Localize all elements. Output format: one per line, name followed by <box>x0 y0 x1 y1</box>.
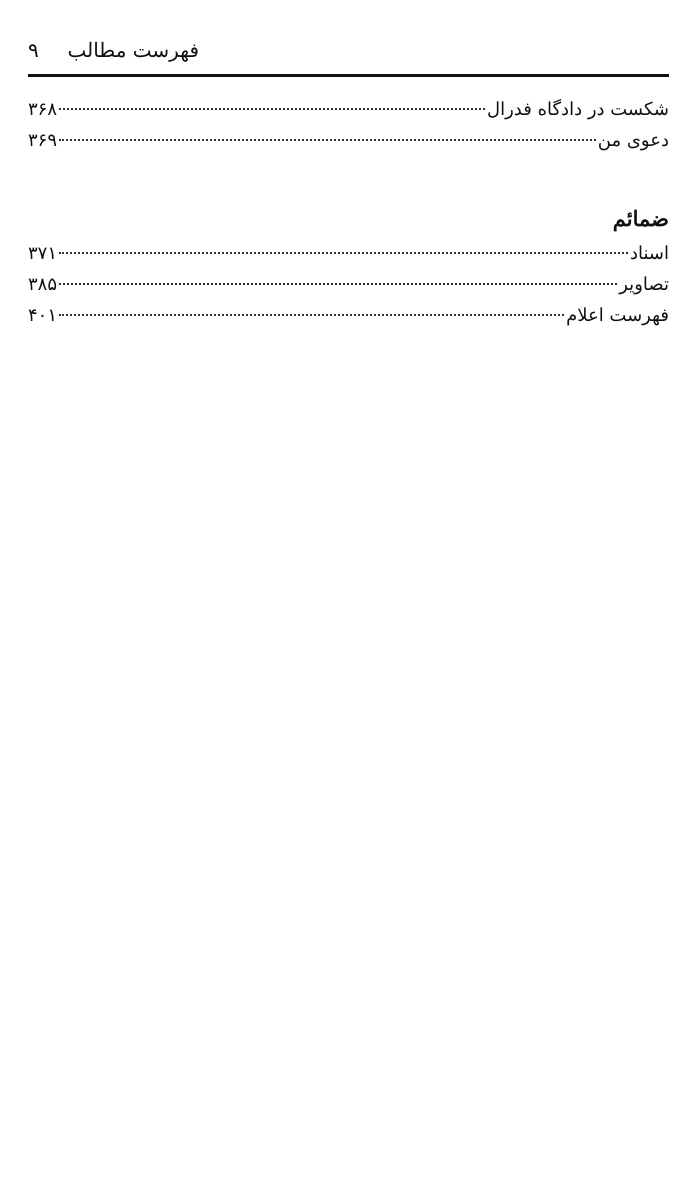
toc-entry-page: ۴۰۱ <box>28 305 58 326</box>
header-rule <box>28 74 669 77</box>
toc-entry-title: شکست در دادگاه فدرال <box>487 99 669 120</box>
toc-entry[interactable] <box>28 300 669 331</box>
toc-entry[interactable] <box>28 94 669 125</box>
toc-entry-title: فهرست اعلام <box>566 305 669 326</box>
dot-leader <box>59 139 596 141</box>
toc-entry-page: ۳۶۹ <box>28 130 58 151</box>
page-header <box>28 34 669 74</box>
running-header-title: فهرست مطالب <box>67 38 199 62</box>
toc-entry-page: ۳۸۵ <box>28 274 58 295</box>
toc-list <box>28 94 669 156</box>
toc-entry-page: ۳۷۱ <box>28 243 58 264</box>
toc-entry[interactable] <box>28 238 669 269</box>
toc-entry-title: اسناد <box>629 243 669 264</box>
dot-leader <box>59 252 628 254</box>
toc-entry-page: ۳۶۸ <box>28 99 58 120</box>
dot-leader <box>59 314 564 316</box>
toc-entry-title: تصاویر <box>619 274 669 295</box>
toc-entry[interactable] <box>28 125 669 156</box>
dot-leader <box>59 108 485 110</box>
appendix-section <box>28 200 669 331</box>
toc-entry-title: دعوی من <box>597 130 669 151</box>
dot-leader <box>59 283 617 285</box>
toc-entry[interactable] <box>28 269 669 300</box>
appendix-heading: ضمائم <box>612 206 669 231</box>
page-number: ۹ <box>28 38 39 62</box>
